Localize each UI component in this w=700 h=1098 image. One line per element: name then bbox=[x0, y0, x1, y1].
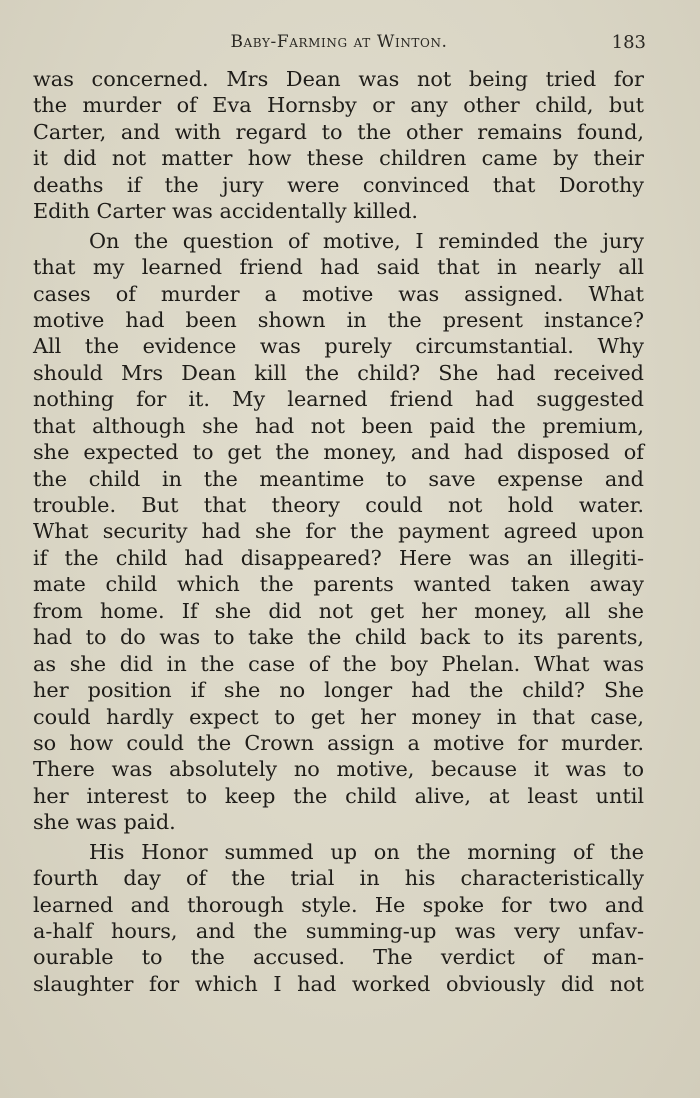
text-line: should Mrs Dean kill the child? She had received bbox=[33, 360, 644, 385]
text-line: ourable to the accused. The verdict of man- bbox=[33, 945, 644, 970]
text-line: the murder of Eva Hornsby or any other child, but bbox=[33, 93, 644, 118]
page-number: 183 bbox=[611, 32, 646, 53]
paragraph-2 bbox=[33, 228, 644, 836]
text-line: as she did in the case of the boy Phelan. What was bbox=[33, 651, 644, 676]
text-line: she was paid. bbox=[33, 810, 176, 835]
text-line: that although she had not been paid the premium, bbox=[33, 413, 644, 438]
text-line: Carter, and with regard to the other remains found, bbox=[33, 119, 644, 144]
text-line: What security had she for the payment agreed upon bbox=[33, 519, 644, 544]
text-line: cases of murder a motive was assigned. What bbox=[33, 281, 644, 306]
paragraph-1 bbox=[33, 66, 644, 225]
text-line: she expected to get the money, and had disposed of bbox=[33, 440, 644, 465]
text-line: her interest to keep the child alive, at least until bbox=[33, 783, 644, 808]
text-line: learned and thorough style. He spoke for two and bbox=[33, 892, 644, 917]
running-header bbox=[32, 32, 646, 56]
text-line: Edith Carter was accidentally killed. bbox=[33, 199, 419, 224]
text-line: that my learned friend had said that in nearly all bbox=[33, 255, 644, 280]
text-line: His Honor summed up on the morning of the bbox=[89, 839, 644, 864]
text-line: On the question of motive, I reminded the jury bbox=[89, 228, 644, 253]
text-line: motive had been shown in the present instance? bbox=[33, 307, 644, 332]
text-line: from home. If she did not get her money, all she bbox=[33, 598, 644, 623]
text-line: her position if she no longer had the child? She bbox=[33, 678, 644, 703]
text-line: was concerned. Mrs Dean was not being tried for bbox=[33, 67, 644, 91]
text-line: nothing for it. My learned friend had suggested bbox=[33, 387, 644, 412]
text-line: had to do was to take the child back to its parents, bbox=[33, 625, 644, 650]
text-line: slaughter for which I had worked obviously did not bbox=[33, 971, 644, 996]
text-line: deaths if the jury were convinced that Dorothy bbox=[33, 172, 644, 197]
text-line: All the evidence was purely circumstantial. Why bbox=[33, 334, 644, 359]
text-line: a-half hours, and the summing-up was very unfav- bbox=[33, 919, 644, 943]
text-line: if the child had disappeared? Here was an illegiti- bbox=[33, 545, 644, 570]
text-line: it did not matter how these children came by their bbox=[33, 146, 644, 171]
text-line: the child in the meantime to save expense and bbox=[33, 466, 644, 491]
running-title: Baby-Farming at Winton. bbox=[230, 32, 448, 52]
paragraph-3 bbox=[33, 839, 644, 998]
text-line: so how could the Crown assign a motive for murder. bbox=[33, 730, 644, 755]
text-line: There was absolutely no motive, because it was to bbox=[33, 757, 644, 782]
text-line: could hardly expect to get her money in that case, bbox=[33, 704, 644, 729]
text-line: mate child which the parents wanted taken away bbox=[33, 572, 644, 597]
text-line: trouble. But that theory could not hold water. bbox=[33, 493, 644, 517]
body-text bbox=[33, 66, 644, 997]
text-line: fourth day of the trial in his characteristically bbox=[33, 866, 644, 891]
